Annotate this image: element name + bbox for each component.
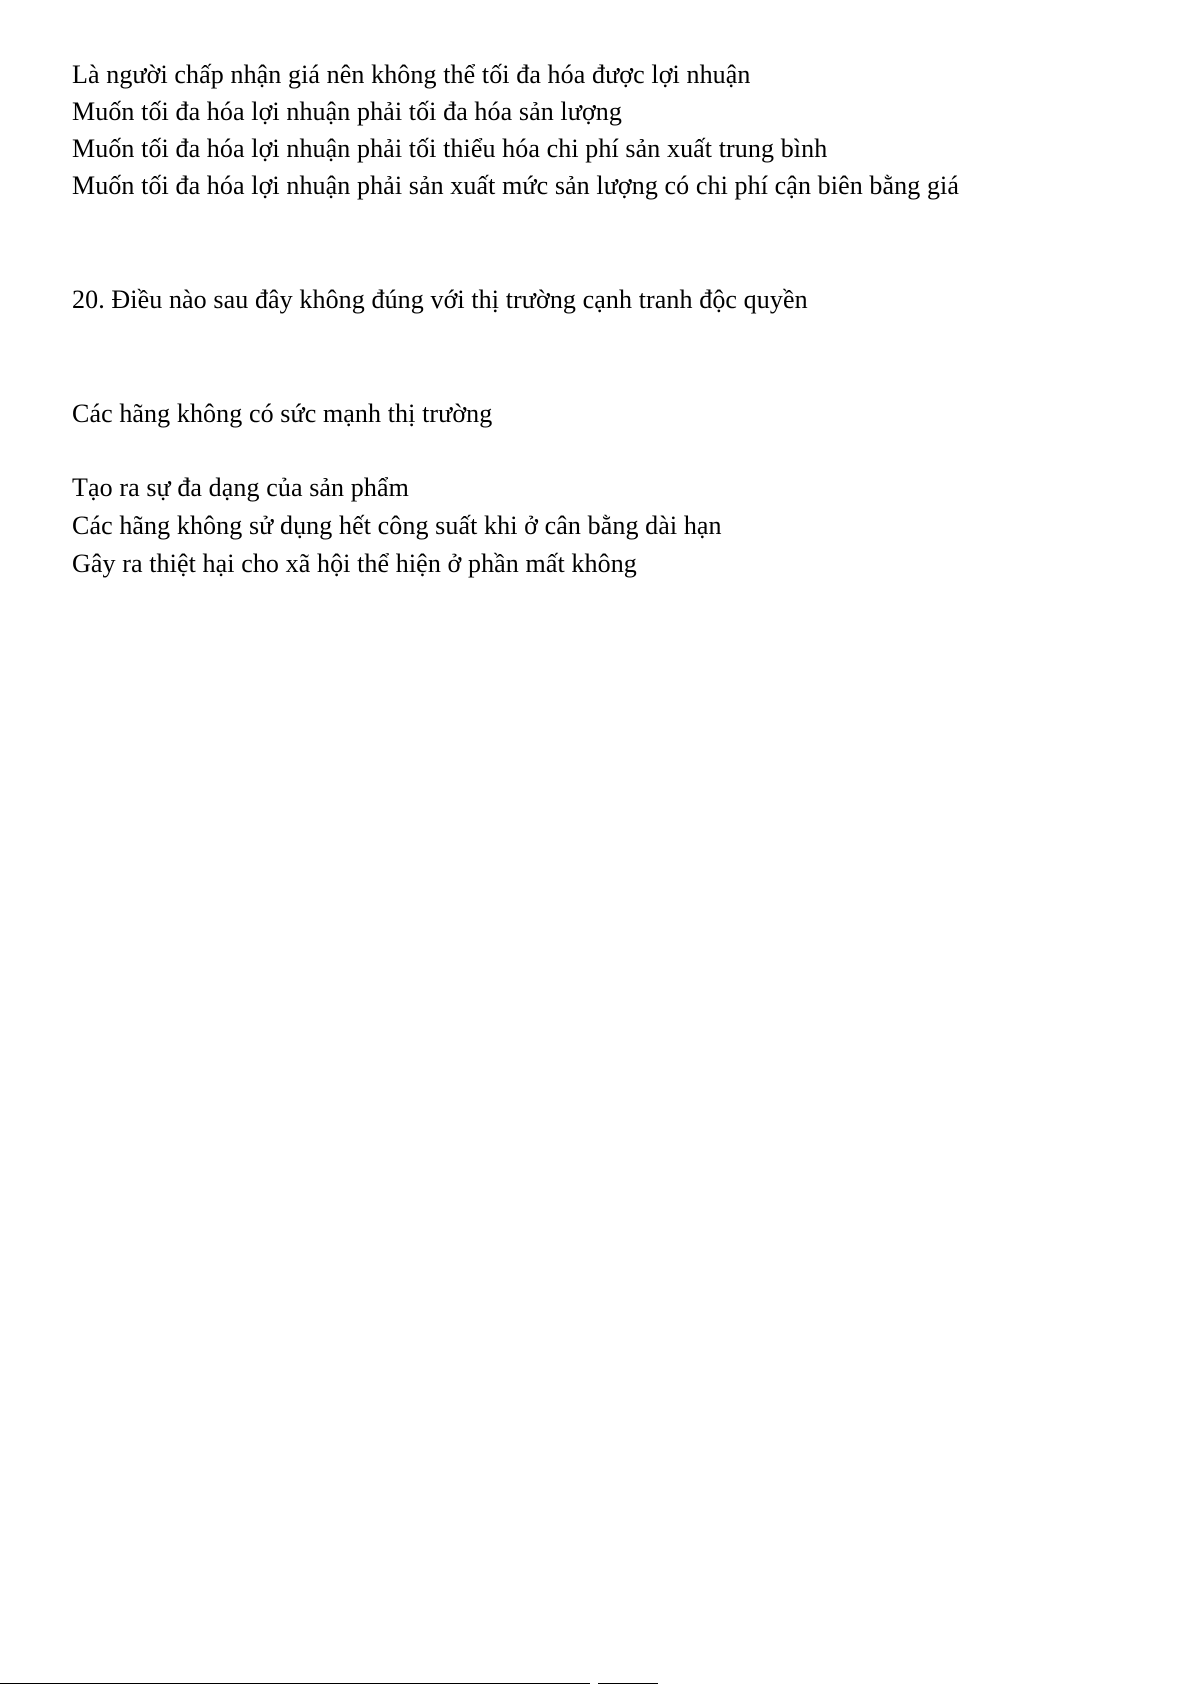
footer-divider-short (598, 1683, 658, 1684)
answer-option: Các hãng không có sức mạnh thị trường (72, 399, 493, 428)
answer-option: Các hãng không sử dụng hết công suất khi ở cân bằng dài hạn (72, 511, 722, 540)
answer-option: Muốn tối đa hóa lợi nhuận phải sản xuất mức sản lượng có chi phí cận biên bằng giá (72, 171, 960, 200)
answer-option: Muốn tối đa hóa lợi nhuận phải tối thiểu hóa chi phí sản xuất trung bình (72, 134, 828, 163)
answer-option: Muốn tối đa hóa lợi nhuận phải tối đa hóa sản lượng (72, 97, 622, 126)
answer-option: Là người chấp nhận giá nên không thể tối đa hóa được lợi nhuận (72, 60, 751, 89)
footer-divider (0, 1683, 590, 1684)
answer-option: Gây ra thiệt hại cho xã hội thể hiện ở phần mất không (72, 549, 637, 578)
question-heading: 20. Điều nào sau đây không đúng với thị trường cạnh tranh độc quyền (72, 285, 808, 314)
answer-option: Tạo ra sự đa dạng của sản phẩm (72, 473, 409, 502)
